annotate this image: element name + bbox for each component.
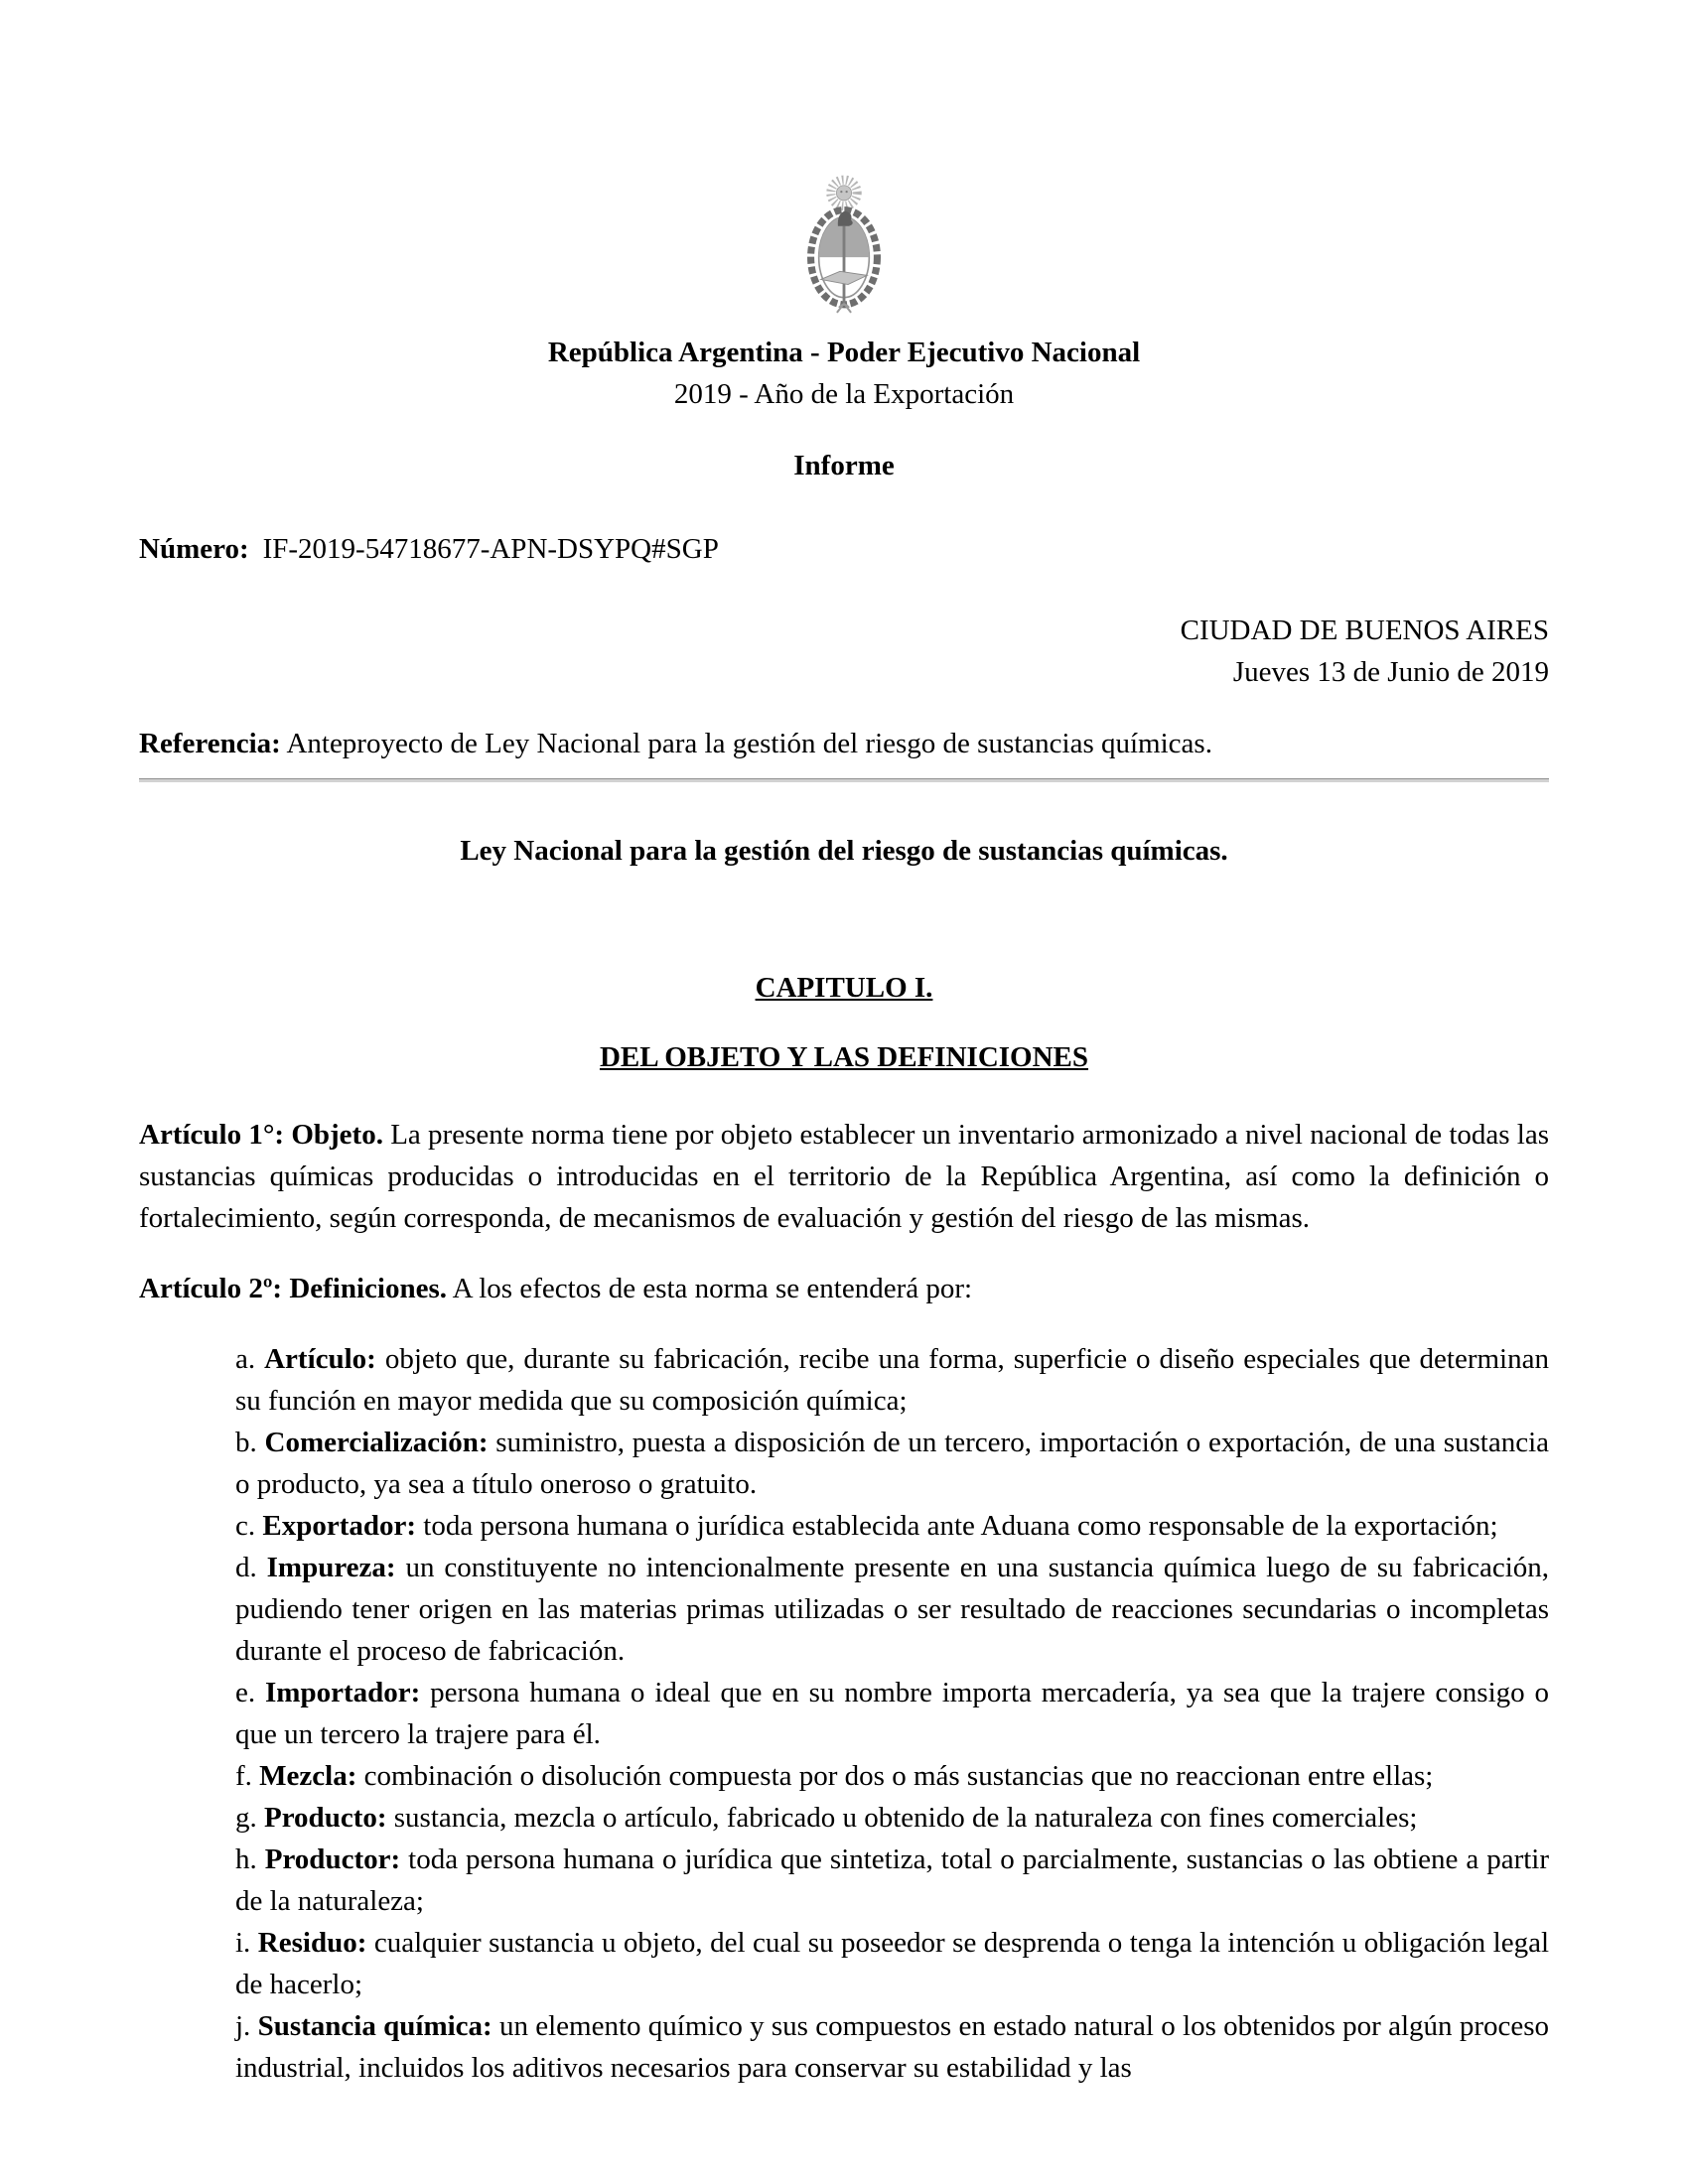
article-1-paragraph bbox=[139, 1114, 1549, 1239]
number-value: IF-2019-54718677-APN-DSYPQ#SGP bbox=[262, 533, 719, 565]
definition-term: Comercialización: bbox=[264, 1427, 489, 1458]
city-line: CIUDAD DE BUENOS AIRES bbox=[1180, 614, 1549, 646]
definition-text: un constituyente no intencionalmente presente en una sustancia química luego de su fabricación, pudiendo tener origen en las materias primas utilizadas o ser resultado de reacciones secundarias o incompletas durante el proceso de fabricación. bbox=[235, 1552, 1550, 1667]
definition-item bbox=[235, 1338, 1549, 1422]
chapter-heading: CAPITULO I. bbox=[755, 972, 933, 1004]
definition-marker: h. bbox=[235, 1843, 257, 1875]
definition-item bbox=[235, 1505, 1549, 1547]
definition-marker: g. bbox=[235, 1802, 257, 1834]
definition-text: persona humana o ideal que en su nombre importa mercadería, ya sea que la trajere consigo o que un tercero la trajere para él. bbox=[235, 1677, 1550, 1750]
definition-term: Artículo: bbox=[264, 1343, 376, 1375]
org-title: República Argentina - Poder Ejecutivo Nacional bbox=[547, 337, 1141, 368]
law-title: Ley Nacional para la gestión del riesgo de sustancias químicas. bbox=[460, 835, 1228, 867]
definition-text: combinación o disolución compuesta por dos o más sustancias que no reaccionan entre ellas; bbox=[363, 1760, 1434, 1792]
definition-item bbox=[235, 1672, 1549, 1755]
article-1-text: La presente norma tiene por objeto establecer un inventario armonizado a nivel nacional de todas las sustancias químicas producidas o introducidas en el territorio de la República Argentina, así como la definición o fortalecimiento, según corresponda, de mecanismos de evaluación y gestión del riesgo de las mismas. bbox=[139, 1119, 1550, 1234]
definition-term: Producto: bbox=[264, 1802, 387, 1834]
definition-text: suministro, puesta a disposición de un tercero, importación o exportación, de una sustancia o producto, ya sea a título oneroso o gratuito. bbox=[235, 1427, 1550, 1500]
definition-item bbox=[235, 1422, 1549, 1505]
definition-text: objeto que, durante su fabricación, recibe una forma, superficie o diseño especiales que determinan su función en mayor medida que su composición química; bbox=[235, 1343, 1549, 1417]
definition-term: Sustancia química: bbox=[257, 2010, 492, 2042]
definition-marker: c. bbox=[235, 1510, 256, 1542]
definition-item bbox=[235, 1755, 1549, 1797]
definition-marker: j. bbox=[235, 2010, 251, 2042]
definition-term: Productor: bbox=[264, 1843, 401, 1875]
definition-term: Mezcla: bbox=[259, 1760, 357, 1792]
definition-marker: f. bbox=[235, 1760, 252, 1792]
reference-value: Anteproyecto de Ley Nacional para la gestión del riesgo de sustancias químicas. bbox=[286, 728, 1212, 759]
definition-term: Residuo: bbox=[257, 1927, 367, 1959]
definition-marker: d. bbox=[235, 1552, 257, 1583]
definitions-list bbox=[139, 1338, 1549, 2089]
chapter-subheading: DEL OBJETO Y LAS DEFINICIONES bbox=[599, 1041, 1089, 1073]
document-number-row bbox=[139, 528, 1549, 570]
definition-marker: a. bbox=[235, 1343, 256, 1375]
definition-item bbox=[235, 1547, 1549, 1672]
number-label: Número: bbox=[139, 533, 249, 565]
document-type-title: Informe bbox=[793, 450, 895, 481]
definition-marker: b. bbox=[235, 1427, 257, 1458]
article-2-paragraph bbox=[139, 1268, 1549, 1309]
article-1-lead: Artículo 1°: Objeto. bbox=[139, 1119, 383, 1151]
argentina-coat-of-arms-icon bbox=[792, 169, 896, 320]
definition-term: Importador: bbox=[265, 1677, 421, 1708]
definition-item bbox=[235, 1797, 1549, 1839]
definition-item bbox=[235, 1922, 1549, 2005]
definition-text: sustancia, mezcla o artículo, fabricado u obtenido de la naturaleza con fines comerciales; bbox=[393, 1802, 1418, 1834]
definition-marker: e. bbox=[235, 1677, 256, 1708]
reference-row bbox=[139, 723, 1549, 764]
article-2-lead: Artículo 2º: Definiciones. bbox=[139, 1273, 447, 1304]
reference-label: Referencia: bbox=[139, 728, 281, 759]
date-line: Jueves 13 de Junio de 2019 bbox=[1232, 656, 1549, 688]
definition-text: cualquier sustancia u objeto, del cual su poseedor se desprenda o tenga la intención u obligación legal de hacerlo; bbox=[235, 1927, 1549, 2000]
definition-text: toda persona humana o jurídica que sintetiza, total o parcialmente, sustancias o las obtiene a partir de la naturaleza; bbox=[235, 1843, 1550, 1917]
definition-item bbox=[235, 2005, 1549, 2089]
definition-text: toda persona humana o jurídica establecida ante Aduana como responsable de la exportación; bbox=[423, 1510, 1498, 1542]
definition-marker: i. bbox=[235, 1927, 251, 1959]
definition-text: un elemento químico y sus compuestos en estado natural o los obtenidos por algún proceso industrial, incluidos los aditivos necesarios para conservar su estabilidad y las bbox=[235, 2010, 1550, 2084]
header-divider bbox=[139, 778, 1549, 782]
year-motto: 2019 - Año de la Exportación bbox=[673, 378, 1015, 410]
definition-term: Exportador: bbox=[262, 1510, 417, 1542]
definition-term: Impureza: bbox=[266, 1552, 396, 1583]
place-date-block bbox=[139, 610, 1549, 693]
definition-item bbox=[235, 1839, 1549, 1922]
article-2-text: A los efectos de esta norma se entenderá por: bbox=[452, 1273, 973, 1304]
